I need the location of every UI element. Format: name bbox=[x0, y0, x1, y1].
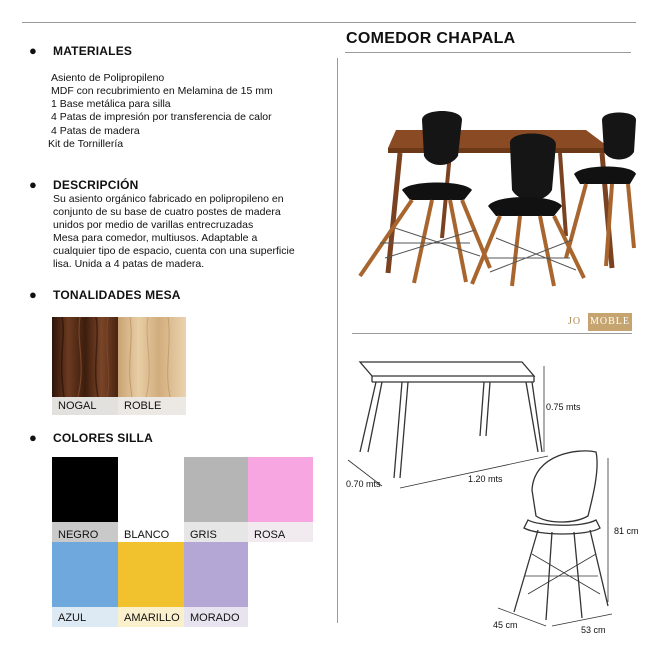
descripcion-line: lisa. Unida a 4 patas de madera. bbox=[53, 258, 205, 270]
wood-texture-icon bbox=[52, 317, 118, 397]
gris-label: GRIS bbox=[184, 522, 248, 542]
dim-width-chair: 53 cm bbox=[581, 625, 606, 635]
materiales-line: 1 Base metálica para silla bbox=[51, 98, 171, 110]
top-rule bbox=[22, 22, 636, 23]
morado-swatch bbox=[184, 542, 248, 607]
bullet-icon: ● bbox=[29, 430, 37, 445]
diagram-rule bbox=[352, 333, 632, 334]
descripcion-line: Su asiento orgánico fabricado en polipropileno en bbox=[53, 193, 284, 205]
nogal-label: NOGAL bbox=[52, 397, 118, 415]
dim-width-table: 1.20 mts bbox=[468, 474, 503, 484]
azul-swatch bbox=[52, 542, 118, 607]
morado-label: MORADO bbox=[184, 607, 248, 627]
materiales-line: Asiento de Polipropileno bbox=[51, 72, 165, 84]
dim-height-chair: 81 cm bbox=[614, 526, 639, 536]
bullet-icon: ● bbox=[29, 177, 37, 192]
amarillo-swatch bbox=[118, 542, 184, 607]
materiales-line: MDF con recubrimiento en Melamina de 15 mm bbox=[51, 85, 273, 97]
azul-label: AZUL bbox=[52, 607, 118, 627]
product-photo bbox=[340, 108, 636, 288]
dim-depth-table: 0.70 mts bbox=[346, 479, 381, 489]
dim-depth-chair: 45 cm bbox=[493, 620, 518, 630]
blanco-swatch bbox=[118, 457, 184, 522]
dim-height-table: 0.75 mts bbox=[546, 402, 581, 412]
brand-right: MOBLE bbox=[588, 313, 632, 331]
gris-swatch bbox=[184, 457, 248, 522]
materiales-line: 4 Patas de impresión por transferencia de calor bbox=[51, 111, 272, 123]
rosa-swatch bbox=[248, 457, 313, 522]
descripcion-line: cualquier tipo de espacio, cuenta con una superficie bbox=[53, 245, 295, 257]
bullet-icon: ● bbox=[29, 43, 37, 58]
dimension-diagram bbox=[338, 340, 647, 645]
roble-swatch bbox=[118, 317, 186, 397]
materiales-line: 4 Patas de madera bbox=[51, 125, 140, 137]
brand-logo bbox=[566, 313, 632, 331]
wood-texture-icon bbox=[118, 317, 186, 397]
descripcion-line: conjunto de su base de cuatro postes de madera bbox=[53, 206, 281, 218]
rosa-label: ROSA bbox=[248, 522, 313, 542]
tonalidades-heading: TONALIDADES MESA bbox=[53, 288, 181, 302]
roble-label: ROBLE bbox=[118, 397, 186, 415]
materiales-line: Kit de Tornillería bbox=[48, 138, 124, 150]
materiales-heading: MATERIALES bbox=[53, 44, 133, 58]
colores-heading: COLORES SILLA bbox=[53, 431, 153, 445]
bullet-icon: ● bbox=[29, 287, 37, 302]
descripcion-line: Mesa para comedor, multiusos. Adaptable a bbox=[53, 232, 258, 244]
blanco-label: BLANCO bbox=[118, 522, 184, 542]
page-title: COMEDOR CHAPALA bbox=[346, 30, 516, 47]
negro-label: NEGRO bbox=[52, 522, 118, 542]
brand-left: JO bbox=[566, 313, 588, 331]
nogal-swatch bbox=[52, 317, 118, 397]
descripcion-heading: DESCRIPCIÓN bbox=[53, 178, 139, 192]
negro-swatch bbox=[52, 457, 118, 522]
title-rule bbox=[345, 52, 631, 53]
amarillo-label: AMARILLO bbox=[118, 607, 184, 627]
descripcion-line: unidos por medio de varillas entrecruzadas bbox=[53, 219, 254, 231]
